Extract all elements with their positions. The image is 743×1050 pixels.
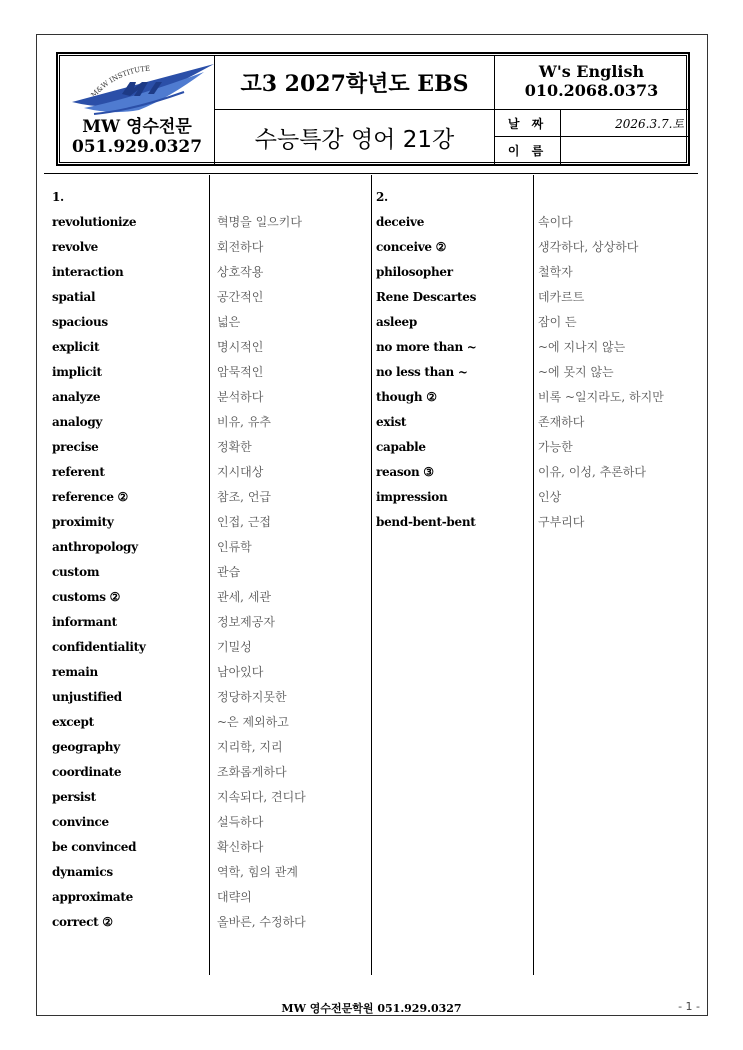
- page-number: - 1 -: [678, 1000, 700, 1013]
- vocab-meaning: 정확한: [217, 440, 252, 454]
- vocab-word: impression: [376, 490, 448, 504]
- vocab-word: customs ②: [52, 590, 121, 604]
- vocab-word: be convinced: [52, 840, 137, 854]
- vocab-word: anthropology: [52, 540, 138, 554]
- vocab-word: remain: [52, 665, 98, 679]
- vocab-word: referent: [52, 465, 105, 479]
- institute-logo-icon: [64, 58, 214, 118]
- vocab-word: capable: [376, 440, 426, 454]
- vocab-meaning: 인접, 근접: [217, 515, 271, 529]
- vocab-meaning: 데카르트: [538, 290, 585, 304]
- logo-cell: [60, 56, 215, 164]
- vocab-meaning: 관세, 세관: [217, 590, 271, 604]
- info-cell: [495, 56, 688, 164]
- vocab-meaning: 남아있다: [217, 665, 264, 679]
- vocab-word: custom: [52, 565, 100, 579]
- vocab-word: interaction: [52, 265, 124, 279]
- name-row: [495, 137, 688, 164]
- vocab-meaning: 속이다: [538, 215, 573, 229]
- date-value[interactable]: 2026.3.7.토: [615, 116, 684, 131]
- vocab-word: convince: [52, 815, 109, 829]
- column-divider: [209, 175, 210, 975]
- vocab-word: analyze: [52, 390, 101, 404]
- table-top-rule: [44, 173, 698, 174]
- vocab-word: dynamics: [52, 865, 113, 879]
- vocab-word: revolutionize: [52, 215, 137, 229]
- vocab-word: spatial: [52, 290, 96, 304]
- vocab-word: though ②: [376, 390, 437, 404]
- column-divider: [533, 175, 534, 975]
- vocab-meaning: 넓은: [217, 315, 241, 329]
- section1-korean-column: [217, 185, 367, 935]
- vocab-word: informant: [52, 615, 117, 629]
- vocab-meaning: 대략의: [217, 890, 252, 904]
- vocab-word: reason ③: [376, 465, 434, 479]
- vocab-meaning: 회전하다: [217, 240, 264, 254]
- logo-arc-text: M&W INSTITUTE: [89, 64, 151, 100]
- name-label: 이 름: [495, 137, 561, 164]
- vocab-meaning: 정당하지못한: [217, 690, 287, 704]
- vocab-word: persist: [52, 790, 96, 804]
- title-cell: [215, 56, 495, 164]
- vocab-word: spacious: [52, 315, 108, 329]
- vocab-meaning: ~은 제외하고: [217, 715, 289, 729]
- vocab-meaning: 역학, 힘의 관계: [217, 865, 298, 879]
- vocab-meaning: 분석하다: [217, 390, 264, 404]
- vocab-word: revolve: [52, 240, 98, 254]
- vocab-word: except: [52, 715, 94, 729]
- vocab-meaning: 인류학: [217, 540, 252, 554]
- vocab-word: coordinate: [52, 765, 122, 779]
- teacher-name: W's English: [538, 62, 645, 81]
- vocab-meaning: 정보제공자: [217, 615, 275, 629]
- vocab-word: analogy: [52, 415, 103, 429]
- teacher-info: [495, 56, 688, 110]
- section2-spacer: [538, 185, 703, 210]
- vocab-meaning: 암묵적인: [217, 365, 264, 379]
- vocab-word: reference ②: [52, 490, 129, 504]
- brand-name: MW 영수전문: [82, 117, 192, 137]
- vocab-meaning: 비유, 유추: [217, 415, 271, 429]
- vocab-meaning: ~에 못지 않는: [538, 365, 614, 379]
- section1-spacer: [217, 185, 367, 210]
- vocab-meaning: 가능한: [538, 440, 573, 454]
- vocab-meaning: 존재하다: [538, 415, 585, 429]
- vocab-word: bend-bent-bent: [376, 515, 476, 529]
- vocab-word: deceive: [376, 215, 425, 229]
- vocab-word: implicit: [52, 365, 102, 379]
- vocab-meaning: 설득하다: [217, 815, 264, 829]
- vocab-word: Rene Descartes: [376, 290, 477, 304]
- vocab-word: unjustified: [52, 690, 122, 704]
- section2-english-column: [376, 185, 531, 535]
- section1-english-column: [52, 185, 207, 935]
- brand-phone: 051.929.0327: [71, 137, 203, 157]
- vocab-word: confidentiality: [52, 640, 146, 654]
- vocab-meaning: 상호작용: [217, 265, 264, 279]
- vocab-meaning: 구부리다: [538, 515, 585, 529]
- vocab-word: proximity: [52, 515, 114, 529]
- vocab-meaning: 지리학, 지리: [217, 740, 283, 754]
- vocab-word: geography: [52, 740, 120, 754]
- section1-number: 1.: [52, 190, 64, 204]
- vocab-meaning: 혁명을 일으키다: [217, 215, 302, 229]
- worksheet-header: [59, 55, 687, 163]
- section2-korean-column: [538, 185, 703, 535]
- date-label: 날 짜: [495, 110, 561, 136]
- vocab-word: asleep: [376, 315, 417, 329]
- vocab-meaning: 비록 ~일지라도, 하지만: [538, 390, 664, 404]
- vocab-meaning: 참조, 언급: [217, 490, 271, 504]
- vocab-meaning: ~에 지나지 않는: [538, 340, 626, 354]
- vocab-meaning: 생각하다, 상상하다: [538, 240, 639, 254]
- vocab-meaning: 확신하다: [217, 840, 264, 854]
- vocab-meaning: 올바른, 수정하다: [217, 915, 306, 929]
- vocab-meaning: 인상: [538, 490, 562, 504]
- vocab-meaning: 기밀성: [217, 640, 252, 654]
- date-row: [495, 110, 688, 137]
- vocab-word: approximate: [52, 890, 133, 904]
- vocab-word: correct ②: [52, 915, 113, 929]
- name-field[interactable]: [561, 137, 688, 164]
- worksheet-title: 고3 2027학년도 EBS: [215, 56, 494, 110]
- worksheet-subtitle: 수능특강 영어 21강: [254, 126, 455, 153]
- vocab-word: exist: [376, 415, 407, 429]
- vocab-meaning: 이유, 이성, 추론하다: [538, 465, 646, 479]
- column-divider: [371, 175, 372, 975]
- vocab-meaning: 지속되다, 견디다: [217, 790, 306, 804]
- vocab-word: explicit: [52, 340, 100, 354]
- vocab-meaning: 잠이 든: [538, 315, 577, 329]
- teacher-phone: 010.2068.0373: [524, 81, 659, 100]
- vocab-word: no less than ~: [376, 365, 468, 379]
- section2-number: 2.: [376, 190, 388, 204]
- footer-academy: MW 영수전문학원 051.929.0327: [281, 1002, 462, 1015]
- vocab-word: conceive ②: [376, 240, 447, 254]
- vocab-word: no more than ~: [376, 340, 477, 354]
- vocab-meaning: 관습: [217, 565, 241, 579]
- vocab-word: philosopher: [376, 265, 453, 279]
- vocab-meaning: 철학자: [538, 265, 573, 279]
- vocab-meaning: 명시적인: [217, 340, 264, 354]
- vocab-meaning: 공간적인: [217, 290, 264, 304]
- vocab-word: precise: [52, 440, 99, 454]
- vocab-meaning: 지시대상: [217, 465, 264, 479]
- vocab-meaning: 조화롭게하다: [217, 765, 287, 779]
